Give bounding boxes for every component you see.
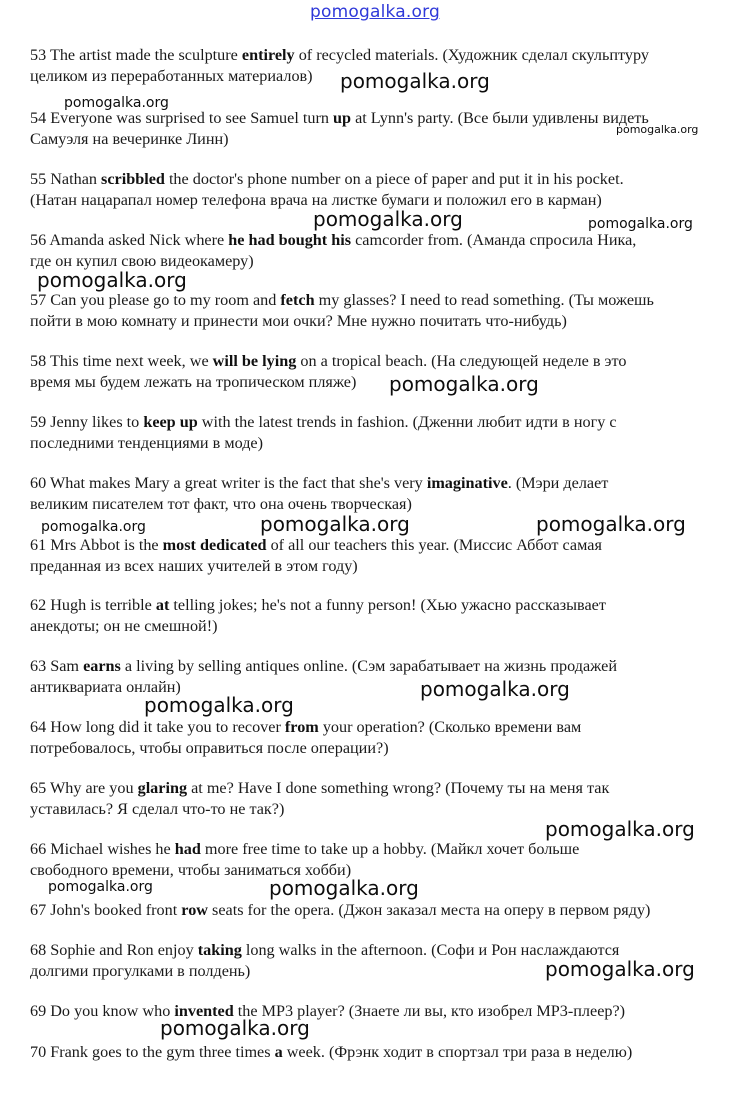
sentence-63: 63 Sam earns a living by selling antiques online. (Сэм зарабатывает на жизнь продажей антиквариата онлайн)	[30, 657, 617, 696]
watermark: pomogalka.org	[536, 512, 686, 536]
sentence-54: 54 Everyone was surprised to see Samuel turn up at Lynn's party. (Все были удивлены видеть Самуэля на вечеринке Линн)	[30, 109, 649, 148]
watermark: pomogalka.org	[160, 1016, 310, 1040]
watermark: pomogalka.org	[64, 95, 169, 111]
watermark: pomogalka.org	[41, 519, 146, 535]
watermark: pomogalka.org	[37, 268, 187, 292]
watermark: pomogalka.org	[144, 693, 294, 717]
sentence-55: 55 Nathan scribbled the doctor's phone number on a piece of paper and put it in his pocket. (Натан нацарапал номер телефона врача на листке бумаги и положил его в карман)	[30, 170, 624, 209]
sentence-58: 58 This time next week, we will be lying on a tropical beach. (На следующей неделе в это время мы будем лежать на тропическом пляже)	[30, 352, 627, 391]
header-site-link[interactable]: pomogalka.org	[310, 2, 440, 22]
sentence-66: 66 Michael wishes he had more free time to take up a hobby. (Майкл хочет больше свободного времени, чтобы заниматься хобби)	[30, 840, 580, 879]
watermark: pomogalka.org	[616, 123, 699, 136]
sentence-69: 69 Do you know who invented the MP3 player? (Знаете ли вы, кто изобрел MP3-плеер?)	[30, 1002, 626, 1020]
sentence-67: 67 John's booked front row seats for the opera. (Джон заказал места на оперу в первом ряду)	[30, 901, 651, 919]
sentence-57: 57 Can you please go to my room and fetch my glasses? I need to read something. (Ты можешь пойти в мою комнату и принести мои очки? Мне нужно почитать что-нибудь)	[30, 291, 654, 330]
sentence-59: 59 Jenny likes to keep up with the latest trends in fashion. (Дженни любит идти в ногу с последними тенденциями в моде)	[30, 413, 617, 452]
watermark: pomogalka.org	[420, 677, 570, 701]
watermark: pomogalka.org	[545, 957, 695, 981]
sentence-68: 68 Sophie and Ron enjoy taking long walks in the afternoon. (Софи и Рон наслаждаются долгими прогулками в полдень)	[30, 941, 620, 980]
sentence-60: 60 What makes Mary a great writer is the fact that she's very imaginative. (Мэри делает великим писателем тот факт, что она очень творческая)	[30, 474, 609, 513]
sentence-62: 62 Hugh is terrible at telling jokes; he's not a funny person! (Хью ужасно рассказывает анекдоты; он не смешной!)	[30, 596, 606, 635]
sentence-70: 70 Frank goes to the gym three times a week. (Фрэнк ходит в спортзал три раза в неделю)	[30, 1043, 633, 1061]
sentence-65: 65 Why are you glaring at me? Have I done something wrong? (Почему ты на меня так уставилась? Я сделал что-то не так?)	[30, 779, 610, 818]
watermark: pomogalka.org	[545, 817, 695, 841]
watermark: pomogalka.org	[340, 69, 490, 93]
watermark: pomogalka.org	[588, 216, 693, 232]
watermark: pomogalka.org	[313, 207, 463, 231]
watermark: pomogalka.org	[48, 879, 153, 895]
sentence-56: 56 Amanda asked Nick where he had bought his camcorder from. (Аманда спросила Ника, где он купил свою видеокамеру)	[30, 231, 637, 270]
watermark: pomogalka.org	[260, 512, 410, 536]
sentence-61: 61 Mrs Abbot is the most dedicated of all our teachers this year. (Миссис Аббот самая преданная из всех наших учителей в этом году)	[30, 536, 602, 575]
watermark: pomogalka.org	[269, 876, 419, 900]
sentence-64: 64 How long did it take you to recover from your operation? (Сколько времени вам потребовалось, чтобы оправиться после операции?)	[30, 718, 582, 757]
sentence-53: 53 The artist made the sculpture entirely of recycled materials. (Художник сделал скульптуру целиком из переработанных материалов)	[30, 46, 649, 85]
watermark: pomogalka.org	[389, 372, 539, 396]
